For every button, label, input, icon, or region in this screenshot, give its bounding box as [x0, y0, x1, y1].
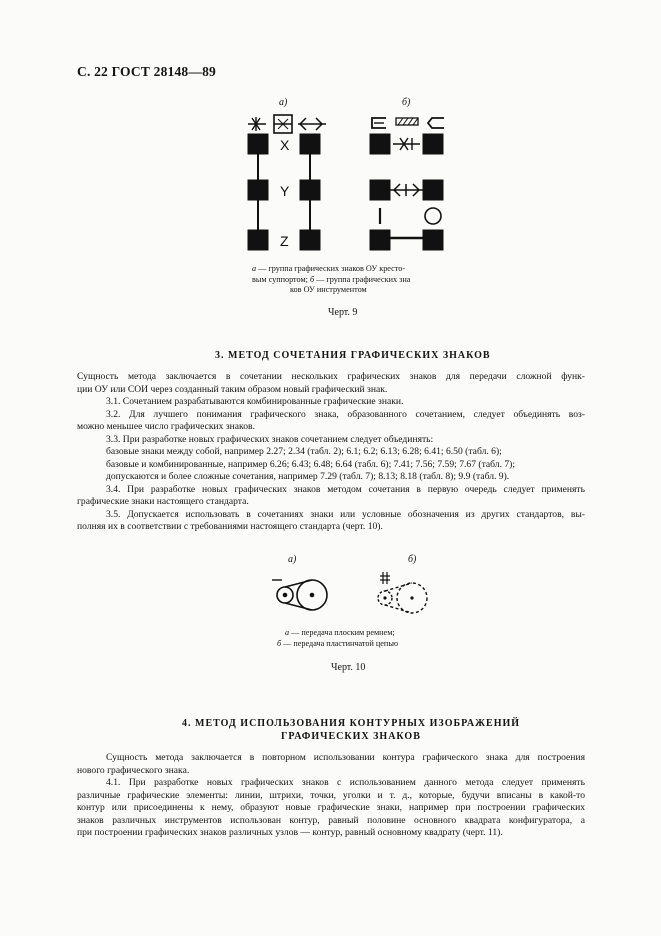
section-3-line: базовые знаки между собой, например 2.27; 2.34 (табл. 2); 6.1; 6.2; 6.13; 6.28; 6.41; 6.50 (табл. 6);: [106, 446, 502, 457]
circle-icon: [425, 208, 441, 224]
section-3-line: ции ОУ или СОИ через созданный таким образом новый графический знак.: [77, 383, 388, 395]
carriage-square: [300, 180, 320, 200]
fig10-number: Черт. 10: [331, 662, 366, 673]
close-bracket-icon: [428, 118, 444, 128]
section-3-line: базовые и комбинированные, например 6.26; 6.43; 6.48; 6.64 (табл. 6); 7.41; 7.56; 7.59; 7.67 (табл. 7);: [106, 458, 516, 470]
section-3-line: 3.1. Сочетанием разрабатываются комбинированные графические знаки.: [106, 396, 404, 407]
section-4-line: Сущность метода заключается в повторном использовании контура графического знака для построения: [106, 752, 585, 763]
fig10-label-b: б): [408, 554, 417, 565]
fig10-label-a: а): [288, 554, 297, 565]
fig10-caption-line-1: а — передача плоским ремнем;: [285, 628, 395, 637]
section-4-line: нового графического знака.: [77, 764, 190, 776]
section-3-line: 3.4. При разработке новых графических знаков методом сочетания в первую очередь следует применять: [106, 483, 585, 495]
section-4-title: 4. МЕТОД ИСПОЛЬЗОВАНИЯ КОНТУРНЫХ ИЗОБРАЖЕНИЙ: [182, 718, 521, 729]
section-4-line: различные графические элементы: линии, штрихи, точки, уголки и т. д., которые, будучи вписаны в какой-то: [77, 789, 585, 801]
fig9-diagram: [240, 110, 460, 260]
carriage-square: [248, 180, 268, 200]
tool-square: [423, 230, 443, 250]
section-4-line: 4.1. При разработке новых графических знаков с использованием данного метода следует применять: [106, 777, 585, 788]
double-arrow-icon: [298, 118, 326, 130]
section-3-line: Сущность метода заключается в сочетании нескольких графических знаков для передачи сложной функ-: [77, 371, 585, 382]
carriage-square: [248, 230, 268, 250]
fig10-caption-line-2: б — передача пластинчатой цепью: [277, 639, 399, 648]
fig9-label-a: а): [279, 97, 288, 108]
section-3-line: допускаются и более сложные сочетания, например 7.29 (табл. 7); 8.13; 8.18 (табл. 8); 9.9 (табл. 9).: [106, 471, 510, 482]
fig9-caption-line-1: а — группа графических знаков ОУ кресто-: [252, 264, 406, 273]
fig9-caption-line-2: вым суппортом; б — группа графических зна: [252, 275, 411, 284]
fig9-caption-line-3: ков ОУ инструментом: [290, 285, 367, 294]
fig10-diagram: [262, 570, 442, 620]
fig9-number: Черт. 9: [328, 307, 358, 318]
carriage-square: [248, 134, 268, 154]
tool-square: [370, 180, 390, 200]
clamp-symbol-icon: [393, 138, 420, 150]
page-header: С. 22 ГОСТ 28148—89: [77, 64, 216, 79]
fig9-group-b: [370, 118, 444, 250]
section-4-line: контур или присоединены к нему, образуют новые графические знаки, например при построении графических: [77, 802, 585, 813]
flat-belt-drive-icon: [272, 580, 327, 610]
double-arrow-icon: [390, 184, 423, 196]
clamp-symbol-icon: [248, 117, 266, 131]
tool-square: [423, 134, 443, 154]
section-4-title-cont: ГРАФИЧЕСКИХ ЗНАКОВ: [281, 731, 421, 742]
plate-chain-drive-icon: [378, 572, 427, 613]
fig9-group-a: [248, 115, 326, 250]
section-3-line: 3.5. Допускается использовать в сочетаниях знаки или условные обозначения из других стандартов, вы-: [106, 508, 585, 520]
tool-square: [423, 180, 443, 200]
section-4-line: знаков различных инструментов использован контур, равный половине основного квадрата конфигуратора, а: [77, 814, 585, 826]
tool-square: [370, 230, 390, 250]
section-3-line: можно меньшее число графических знаков.: [77, 421, 255, 432]
carriage-square: [300, 134, 320, 154]
fig9-label-b: б): [402, 97, 411, 108]
axis-y-label: Y: [280, 183, 290, 199]
axis-x-label: X: [280, 137, 290, 153]
section-3-line: 3.2. Для лучшего понимания графического знака, образованного сочетанием, следует объединять воз-: [106, 408, 585, 420]
section-3-title: 3. МЕТОД СОЧЕТАНИЯ ГРАФИЧЕСКИХ ЗНАКОВ: [215, 350, 491, 361]
section-3-line: 3.3. При разработке новых графических знаков сочетанием следует объединять:: [106, 433, 434, 445]
section-4-line: при построении графических знаков различных узлов — контур, равный основному квадрату (черт. 11).: [77, 827, 503, 838]
axis-z-label: Z: [280, 233, 289, 249]
section-3-line: полняя их в соответствии с требованиями настоящего стандарта (черт. 10).: [77, 521, 383, 532]
tool-square: [370, 134, 390, 154]
carriage-square: [300, 230, 320, 250]
section-3-line: графические знаки настоящего стандарта.: [77, 496, 249, 507]
